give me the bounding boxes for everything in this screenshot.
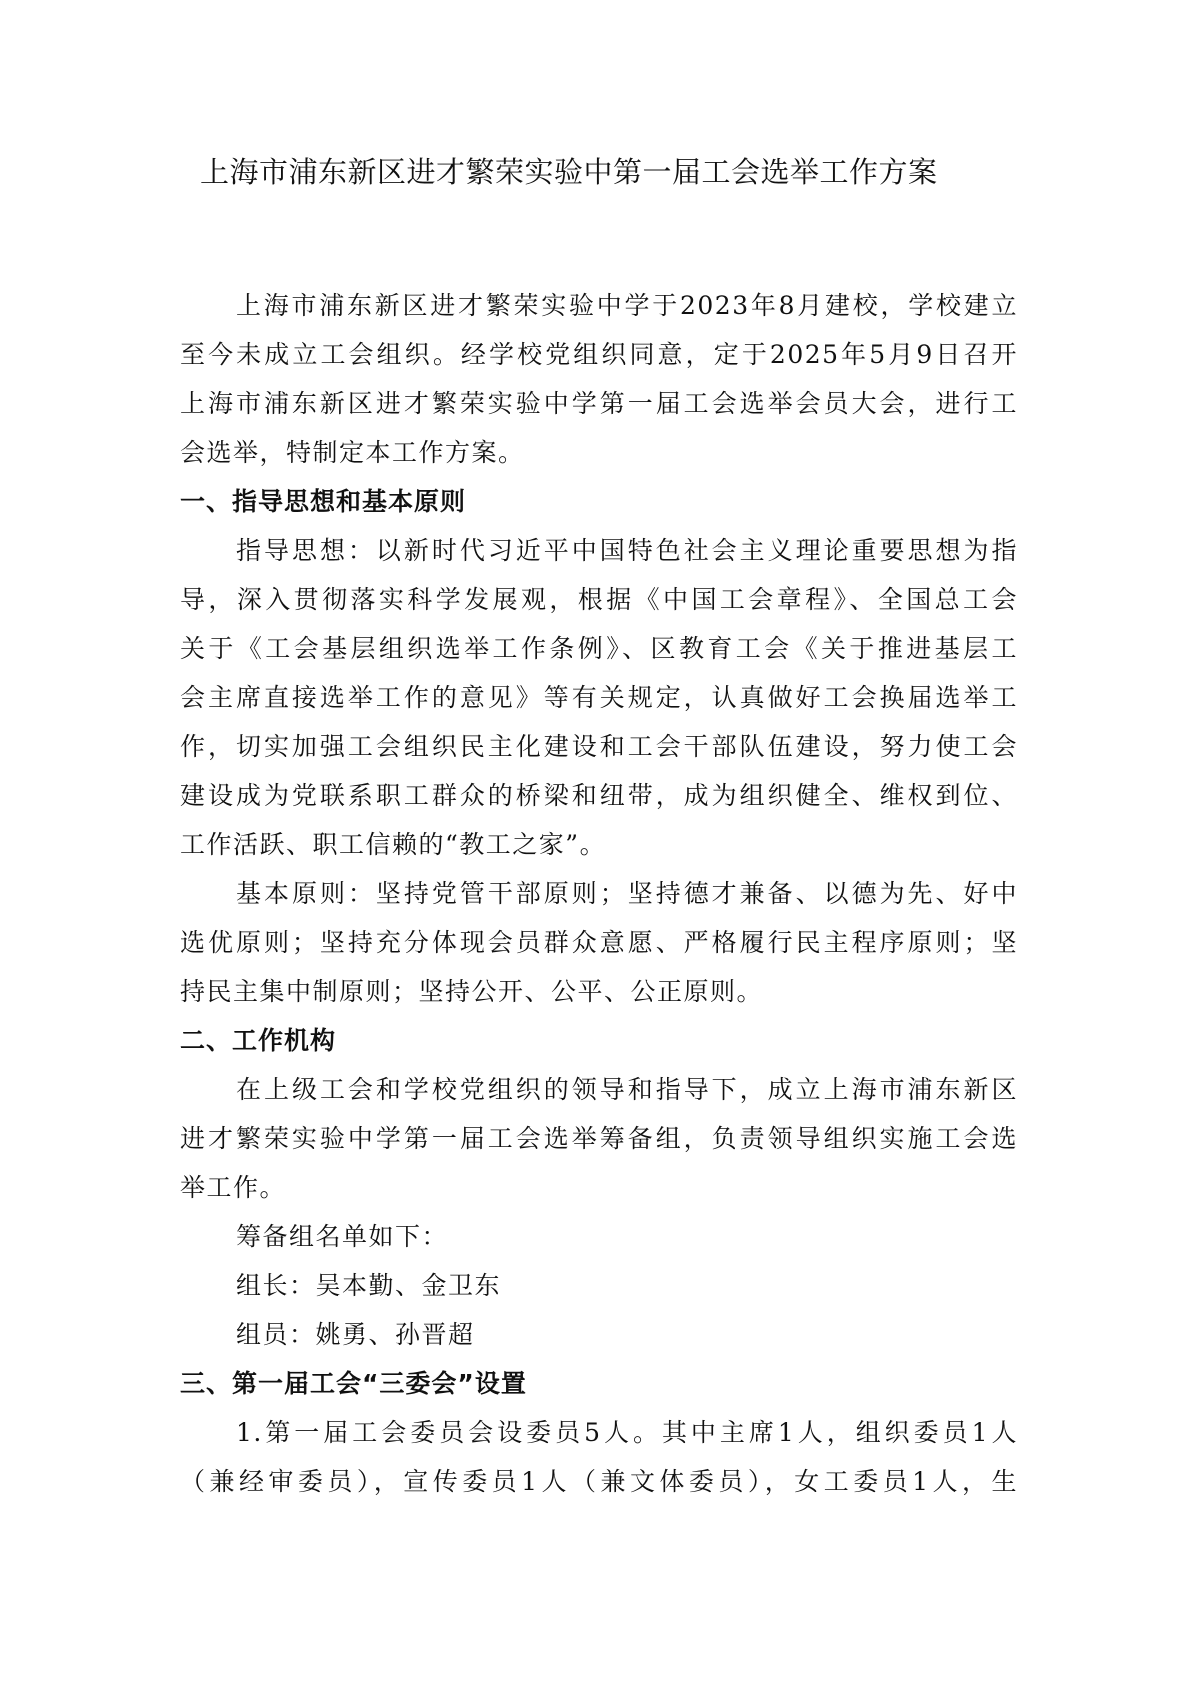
text-line: 持民主集中制原则；坚持公开、公平、公正原则。 — [180, 977, 764, 1006]
intro-paragraph — [180, 281, 1018, 477]
text-line: 上海市浦东新区进才繁荣实验中学于2023年8月建校，学校建立 — [236, 291, 1018, 320]
text-line: 会选举，特制定本工作方案。 — [180, 438, 525, 467]
committee-setup-paragraph — [180, 1408, 1018, 1506]
text-line: 建设成为党联系职工群众的桥梁和纽带，成为组织健全、维权到位、 — [180, 781, 1018, 810]
guiding-thought-paragraph — [180, 526, 1018, 869]
text-line: 上海市浦东新区进才繁荣实验中学第一届工会选举会员大会，进行工 — [180, 389, 1018, 418]
text-line: 作，切实加强工会组织民主化建设和工会干部队伍建设，努力使工会 — [180, 732, 1018, 761]
text-line: 基本原则：坚持党管干部原则；坚持德才兼备、以德为先、好中 — [236, 879, 1018, 908]
page-title: 上海市浦东新区进才繁荣实验中第一届工会选举工作方案 — [200, 155, 938, 189]
basic-principles-paragraph — [180, 869, 1018, 1016]
section-heading-3: 三、第一届工会“三委会”设置 — [180, 1369, 527, 1398]
text-line: 工作活跃、职工信赖的“教工之家”。 — [180, 830, 607, 859]
section-heading-1: 一、指导思想和基本原则 — [180, 487, 467, 516]
document-body — [180, 281, 1018, 1506]
text-line: （兼经审委员），宣传委员1人（兼文体委员），女工委员1人，生 — [180, 1467, 1018, 1496]
text-line: 1.第一届工会委员会设委员5人。其中主席1人，组织委员1人 — [236, 1418, 1018, 1447]
text-line: 进才繁荣实验中学第一届工会选举筹备组，负责领导组织实施工会选 — [180, 1124, 1018, 1153]
text-line: 至今未成立工会组织。经学校党组织同意，定于2025年5月9日召开 — [180, 340, 1018, 369]
preparatory-list-intro: 筹备组名单如下： — [236, 1222, 449, 1251]
text-line: 举工作。 — [180, 1173, 287, 1202]
group-members: 组员：姚勇、孙晋超 — [236, 1320, 475, 1349]
text-line: 指导思想：以新时代习近平中国特色社会主义理论重要思想为指 — [236, 536, 1018, 565]
text-line: 会主席直接选举工作的意见》等有关规定，认真做好工会换届选举工 — [180, 683, 1018, 712]
section-heading-2: 二、工作机构 — [180, 1026, 337, 1055]
text-line: 在上级工会和学校党组织的领导和指导下，成立上海市浦东新区 — [236, 1075, 1018, 1104]
text-line: 选优原则；坚持充分体现会员群众意愿、严格履行民主程序原则；坚 — [180, 928, 1018, 957]
group-leaders: 组长：吴本勤、金卫东 — [236, 1271, 502, 1300]
text-line: 导，深入贯彻落实科学发展观，根据《中国工会章程》、全国总工会 — [180, 585, 1018, 614]
text-line: 关于《工会基层组织选举工作条例》、区教育工会《关于推进基层工 — [180, 634, 1018, 663]
work-organization-paragraph — [180, 1065, 1018, 1212]
